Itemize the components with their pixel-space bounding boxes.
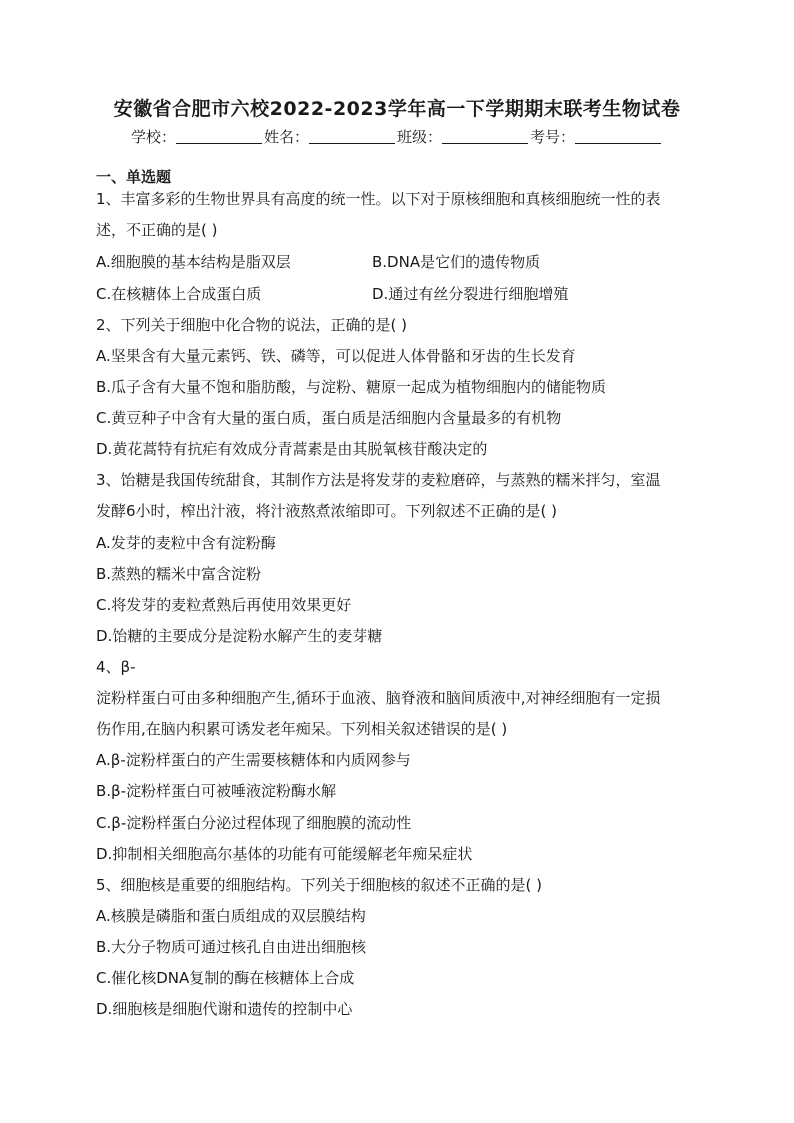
question-5-option-a: A.核膜是磷脂和蛋白质组成的双层膜结构 <box>96 907 366 925</box>
student-info-line <box>0 126 794 147</box>
school-label: 学校： <box>130 128 176 146</box>
name-blank[interactable] <box>309 129 395 144</box>
section-heading: 一、单选题 <box>96 168 172 186</box>
question-4-stem-line-1: 4、β- <box>96 658 136 676</box>
question-3-stem-line-1: 3、饴糖是我国传统甜食，其制作方法是将发芽的麦粒磨碎，与蒸熟的糯米拌匀，室温 <box>96 471 661 489</box>
class-label: 班级： <box>397 128 443 146</box>
question-4-option-d: D.抑制相关细胞高尔基体的功能有可能缓解老年痴呆症状 <box>96 845 473 863</box>
class-blank[interactable] <box>442 129 528 144</box>
question-2-option-b: B.瓜子含有大量不饱和脂肪酸，与淀粉、糖原一起成为植物细胞内的储能物质 <box>96 378 607 396</box>
question-1-stem-line-1: 1、丰富多彩的生物世界具有高度的统一性。以下对于原核细胞和真核细胞统一性的表 <box>96 190 661 208</box>
question-2-option-c: C.黄豆种子中含有大量的蛋白质，蛋白质是活细胞内含量最多的有机物 <box>96 409 562 427</box>
question-3-stem-line-2: 发酵6小时，榨出汁液，将汁液熬煮浓缩即可。下列叙述不正确的是( ) <box>96 502 558 520</box>
question-5-stem: 5、细胞核是重要的细胞结构。下列关于细胞核的叙述不正确的是( ) <box>96 876 543 894</box>
question-4-stem-line-2: 淀粉样蛋白可由多种细胞产生,循环于血液、脑脊液和脑间质液中,对神经细胞有一定损 <box>96 689 661 707</box>
question-1-stem-line-2: 述，不正确的是( ) <box>96 221 218 239</box>
exam-number-field <box>530 126 663 147</box>
question-3-option-a: A.发芽的麦粒中含有淀粉酶 <box>96 534 276 552</box>
question-3-option-c: C.将发芽的麦粒煮熟后再使用效果更好 <box>96 596 352 614</box>
question-4-stem-line-3: 伤作用,在脑内积累可诱发老年痴呆。下列相关叙述错误的是( ) <box>96 720 508 738</box>
question-2-stem: 2、下列关于细胞中化合物的说法，正确的是( ) <box>96 316 408 334</box>
question-4-option-a: A.β-淀粉样蛋白的产生需要核糖体和内质网参与 <box>96 751 411 769</box>
class-field <box>397 126 530 147</box>
question-3-option-b: B.蒸熟的糯米中富含淀粉 <box>96 565 262 583</box>
exam-title: 安徽省合肥市六校2022-2023学年高一下学期期末联考生物试卷 <box>113 98 681 120</box>
question-5-option-b: B.大分子物质可通过核孔自由进出细胞核 <box>96 938 367 956</box>
question-2-option-a: A.坚果含有大量元素钙、铁、磷等，可以促进人体骨骼和牙齿的生长发育 <box>96 347 576 365</box>
exam-number-blank[interactable] <box>575 129 661 144</box>
question-5-option-c: C.催化核DNA复制的酶在核糖体上合成 <box>96 969 355 987</box>
exam-number-label: 考号： <box>530 128 576 146</box>
question-1-option-c: C.在核糖体上合成蛋白质 <box>96 285 262 303</box>
name-field <box>264 126 397 147</box>
question-2-option-d: D.黄花蒿特有抗疟有效成分青蒿素是由其脱氧核苷酸决定的 <box>96 440 488 458</box>
question-1-option-a: A.细胞膜的基本结构是脂双层 <box>96 253 291 271</box>
question-1-option-b: B.DNA是它们的遗传物质 <box>372 253 541 271</box>
school-field <box>131 126 264 147</box>
question-4-option-c: C.β-淀粉样蛋白分泌过程体现了细胞膜的流动性 <box>96 814 412 832</box>
question-3-option-d: D.饴糖的主要成分是淀粉水解产生的麦芽糖 <box>96 627 383 645</box>
name-label: 姓名： <box>263 128 309 146</box>
question-1-option-d: D.通过有丝分裂进行细胞增殖 <box>372 285 569 303</box>
question-4-option-b: B.β-淀粉样蛋白可被唾液淀粉酶水解 <box>96 782 337 800</box>
question-5-option-d: D.细胞核是细胞代谢和遗传的控制中心 <box>96 1000 353 1018</box>
school-blank[interactable] <box>176 129 262 144</box>
